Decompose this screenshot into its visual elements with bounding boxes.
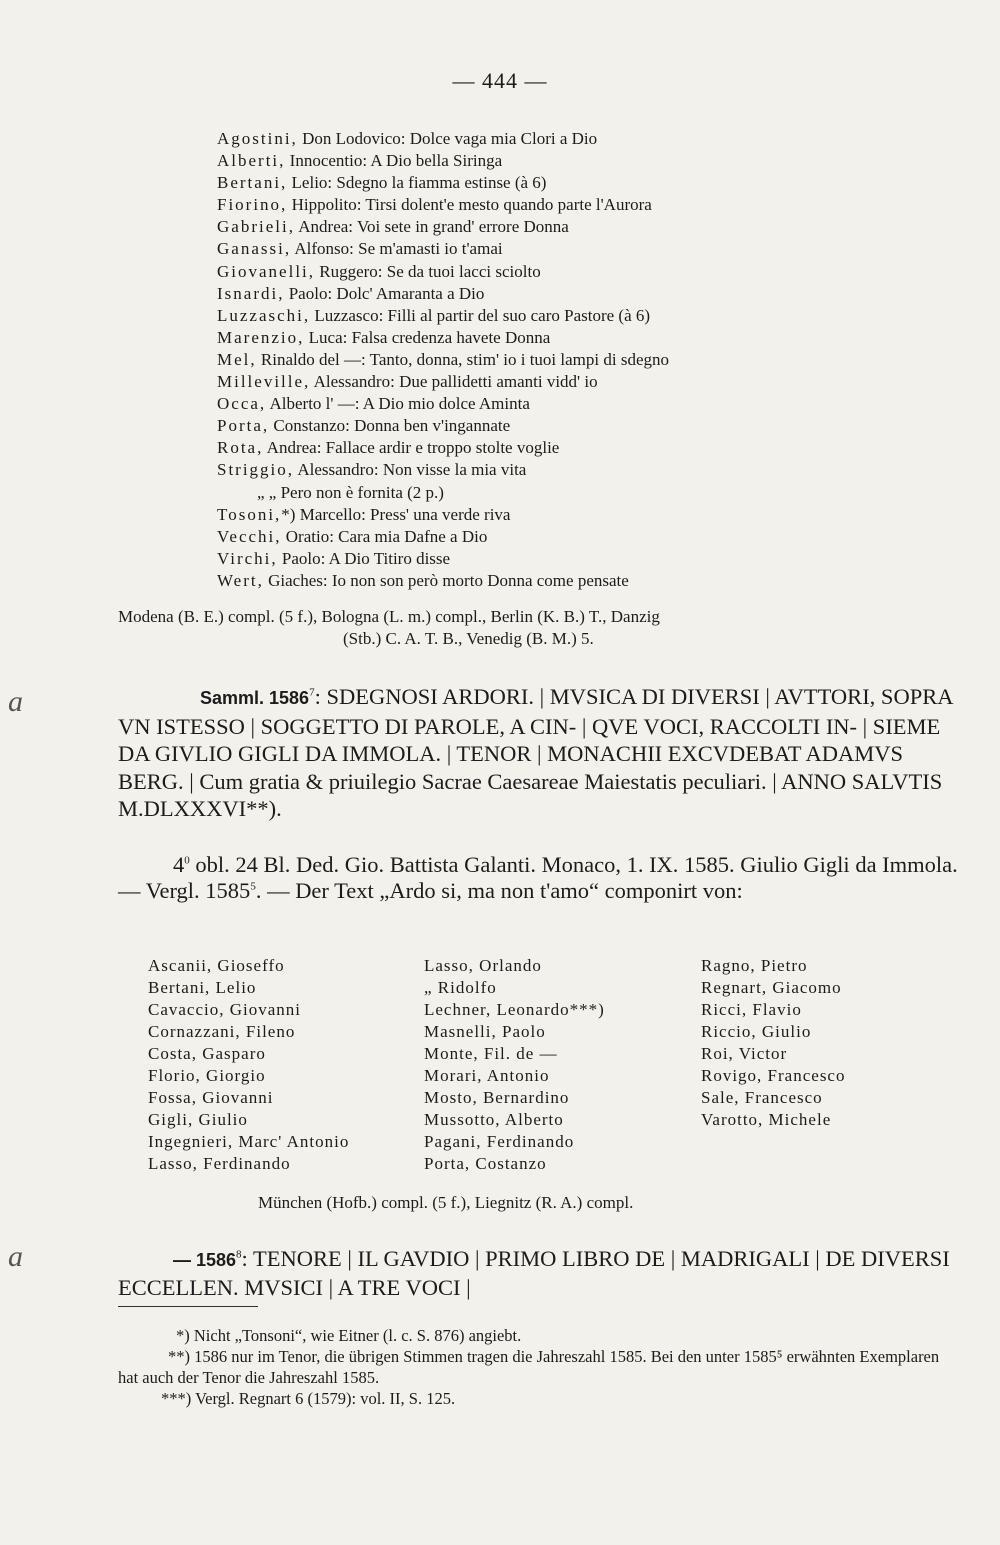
composer-surname: Luzzaschi, (217, 305, 311, 325)
entry-text: Rinaldo del —: Tanto, donna, stim' io i tuoi lampi di sdegno (256, 349, 670, 369)
composer-surname: Fiorino, (217, 195, 288, 215)
composer-name: Lasso, Orlando (424, 956, 542, 975)
collection-number: 8 (236, 1248, 242, 1261)
entry-text: Innocentio: A Dio bella Siringa (285, 151, 503, 171)
entry-text: Luca: Falsa credenza havete Donna (304, 327, 551, 347)
collection-number: 7 (309, 686, 315, 699)
entry-text: Andrea: Fallace ardir e troppo stolte voglie (263, 438, 560, 458)
composer-name: Monte, Fil. de — (424, 1044, 558, 1063)
entry-text: Alessandro: Non visse la mia vita (294, 460, 527, 480)
composer-surname: Tosoni, (217, 504, 282, 524)
entry-text: Oratio: Cara mia Dafne a Dio (281, 526, 488, 546)
madrigal-entry (217, 172, 937, 194)
composer-surname: Wert, (217, 570, 264, 590)
madrigal-entry-list (217, 128, 937, 592)
entry-text: Hippolito: Tirsi dolent'e mesto quando parte l'Aurora (287, 195, 652, 215)
composer-name: Mosto, Bernardino (424, 1088, 570, 1107)
entry-text: Alfonso: Se m'amasti io t'amai (291, 239, 503, 259)
composer-surname: Mel, (217, 349, 257, 369)
composer-name: Varotto, Michele (701, 1110, 832, 1129)
composer-surname: Giovanelli, (217, 261, 316, 281)
format-number: 4 (173, 852, 185, 877)
page-number: — 444 — (452, 68, 548, 93)
composer-name: Ingegnieri, Marc' Antonio (148, 1132, 350, 1151)
composer-surname: Occa, (217, 394, 267, 414)
library-holdings-line: (Stb.) C. A. T. B., Venedig (B. M.) 5. (343, 629, 594, 648)
composer-name: Rovigo, Francesco (701, 1066, 846, 1085)
composer-name: Ragno, Pietro (701, 956, 808, 975)
entry-text: Giaches: Io non son però morto Donna come pensate (263, 570, 629, 590)
footnotes (118, 1325, 963, 1409)
madrigal-entry (217, 393, 937, 415)
composer-column-3 (701, 955, 845, 1131)
composer-name: Costa, Gasparo (148, 1044, 266, 1063)
entry-text: Alessandro: Due pallidetti amanti vidd' io (310, 372, 598, 392)
composer-name: Ricci, Flavio (701, 1000, 802, 1019)
collection-label: Samml. 1586 (200, 688, 310, 708)
composer-name: Mussotto, Alberto (424, 1110, 564, 1129)
madrigal-entry (217, 150, 937, 172)
composer-column-1 (148, 955, 349, 1175)
footnote: *) Nicht „Tonsoni“, wie Eitner (l. c. S. 876) angiebt. (176, 1326, 522, 1345)
composer-name: Lechner, Leonardo***) (424, 1000, 605, 1019)
composer-surname: Vecchi, (217, 526, 282, 546)
madrigal-entry (217, 261, 937, 283)
madrigal-entry (217, 128, 937, 150)
entry-text: Lelio: Sdegno la fiamma estinse (à 6) (287, 173, 547, 193)
collection-label: — 1586 (173, 1250, 237, 1270)
madrigal-entry (217, 548, 937, 570)
collection-entry-1586-7 (118, 683, 963, 823)
composer-name: „ Ridolfo (424, 978, 497, 997)
composer-name: Cornazzani, Fileno (148, 1022, 296, 1041)
madrigal-entry (217, 238, 937, 260)
composer-surname: Marenzio, (217, 327, 305, 347)
description-text: . — Der Text „Ardo si, ma non t'amo“ componirt von: (255, 877, 743, 903)
library-holdings-line: Modena (B. E.) compl. (5 f.), Bologna (L. m.) compl., Berlin (K. B.) T., Danzig (118, 607, 660, 626)
madrigal-entry (217, 415, 937, 437)
collection-entry-1586-8 (118, 1245, 963, 1302)
margin-annotation: a (8, 1240, 23, 1273)
description-text: obl. 24 Bl. Ded. Gio. Battista Galanti. Monaco, 1. IX. 1585. Giulio Gigli da Immola. — Vergl. 1585 (118, 852, 958, 903)
composer-surname: Isnardi, (217, 283, 285, 303)
madrigal-entry (217, 194, 937, 216)
madrigal-entry (217, 305, 937, 327)
composer-surname: Ganassi, (217, 239, 292, 259)
ref-sup: 5 (250, 880, 256, 892)
madrigal-entry (217, 371, 937, 393)
entry-text: Alberto l' —: A Dio mio dolce Aminta (266, 394, 530, 414)
madrigal-entry (217, 216, 937, 238)
composer-name: Pagani, Ferdinando (424, 1132, 575, 1151)
composer-name: Porta, Costanzo (424, 1154, 547, 1173)
composer-name: Masnelli, Paolo (424, 1022, 546, 1041)
entry-text: Andrea: Voi sete in grand' errore Donna (294, 217, 569, 237)
footnote: ***) Vergl. Regnart 6 (1579): vol. II, S. 125. (161, 1389, 456, 1408)
library-holdings-1 (118, 606, 973, 650)
collection-description (118, 852, 963, 903)
madrigal-entry (217, 437, 937, 459)
entry-text: Ruggero: Se da tuoi lacci sciolto (315, 261, 541, 281)
footnote: **) 1586 nur im Tenor, die übrigen Stimmen tragen die Jahreszahl 1585. Bei den unter 1585⁵ erwähnten Exemplaren hat auch der Tenor die Jahreszahl 1585. (118, 1347, 940, 1387)
composer-name: Regnart, Giacomo (701, 978, 842, 997)
madrigal-entry (217, 327, 937, 349)
composer-surname: Gabrieli, (217, 217, 295, 237)
composer-name: Gigli, Giulio (148, 1110, 248, 1129)
madrigal-entry (217, 283, 937, 305)
composer-name: Roi, Victor (701, 1044, 788, 1063)
composer-surname: Agostini, (217, 129, 298, 148)
madrigal-entry (217, 459, 937, 481)
composer-surname: Striggio, (217, 460, 295, 480)
madrigal-entry (217, 526, 937, 548)
entry-text: Luzzasco: Filli al partir del suo caro Pastore (à 6) (310, 305, 651, 325)
library-holdings-2: München (Hofb.) compl. (5 f.), Liegnitz (R. A.) compl. (258, 1193, 634, 1212)
composer-name: Bertani, Lelio (148, 978, 257, 997)
entry-text: Constanzo: Donna ben v'ingannate (269, 416, 511, 436)
composer-name: Cavaccio, Giovanni (148, 1000, 302, 1019)
composer-name: Riccio, Giulio (701, 1022, 812, 1041)
composer-surname: Porta, (217, 416, 270, 436)
format-sup: 0 (184, 854, 190, 867)
madrigal-entry (217, 349, 937, 371)
composer-surname: Bertani, (217, 173, 288, 193)
margin-annotation: a (8, 685, 23, 718)
composer-name: Morari, Antonio (424, 1066, 550, 1085)
entry-text: Paolo: Dolc' Amaranta a Dio (284, 283, 485, 303)
entry-text: „ „ Pero non è fornita (2 p.) (257, 482, 444, 502)
entry-text: Paolo: A Dio Titiro disse (277, 548, 451, 568)
collection-title: : SDEGNOSI ARDORI. | MVSICA DI DIVERSI | AVTTORI, SOPRA VN ISTESSO | SOGGETTO DI PAROLE, A CIN- | QVE VOCI, RACCOLTI IN- | SIEME DA GIVLIO GIGLI DA IMMOLA. | TENOR | MONACHII EXCVDEBAT ADAMVS BERG. | Cum gratia & priuilegio Sacrae Caesareae Maiestatis peculiari. | ANNO SALVTIS M.DLXXXVI**). (118, 684, 953, 821)
composer-surname: Rota, (217, 438, 264, 458)
composer-surname: Alberti, (217, 151, 286, 171)
composer-surname: Virchi, (217, 548, 278, 568)
entry-text: *) Marcello: Press' una verde riva (281, 504, 511, 524)
entry-text: Don Lodovico: Dolce vaga mia Clori a Dio (297, 129, 598, 148)
composer-name: Florio, Giorgio (148, 1066, 266, 1085)
composer-name: Sale, Francesco (701, 1088, 823, 1107)
collection-title: : TENORE | IL GAVDIO | PRIMO LIBRO DE | MADRIGALI | DE DIVERSI ECCELLEN. MVSICI | A TRE VOCI | (118, 1246, 950, 1300)
composer-column-2 (424, 955, 605, 1175)
composer-name: Ascanii, Gioseffo (148, 956, 285, 975)
madrigal-entry (217, 570, 937, 592)
composer-name: Lasso, Ferdinando (148, 1154, 291, 1173)
madrigal-entry (217, 482, 937, 504)
composer-name: Fossa, Giovanni (148, 1088, 274, 1107)
footnote-divider (118, 1306, 258, 1307)
composer-surname: Milleville, (217, 372, 311, 392)
madrigal-entry (217, 504, 937, 526)
